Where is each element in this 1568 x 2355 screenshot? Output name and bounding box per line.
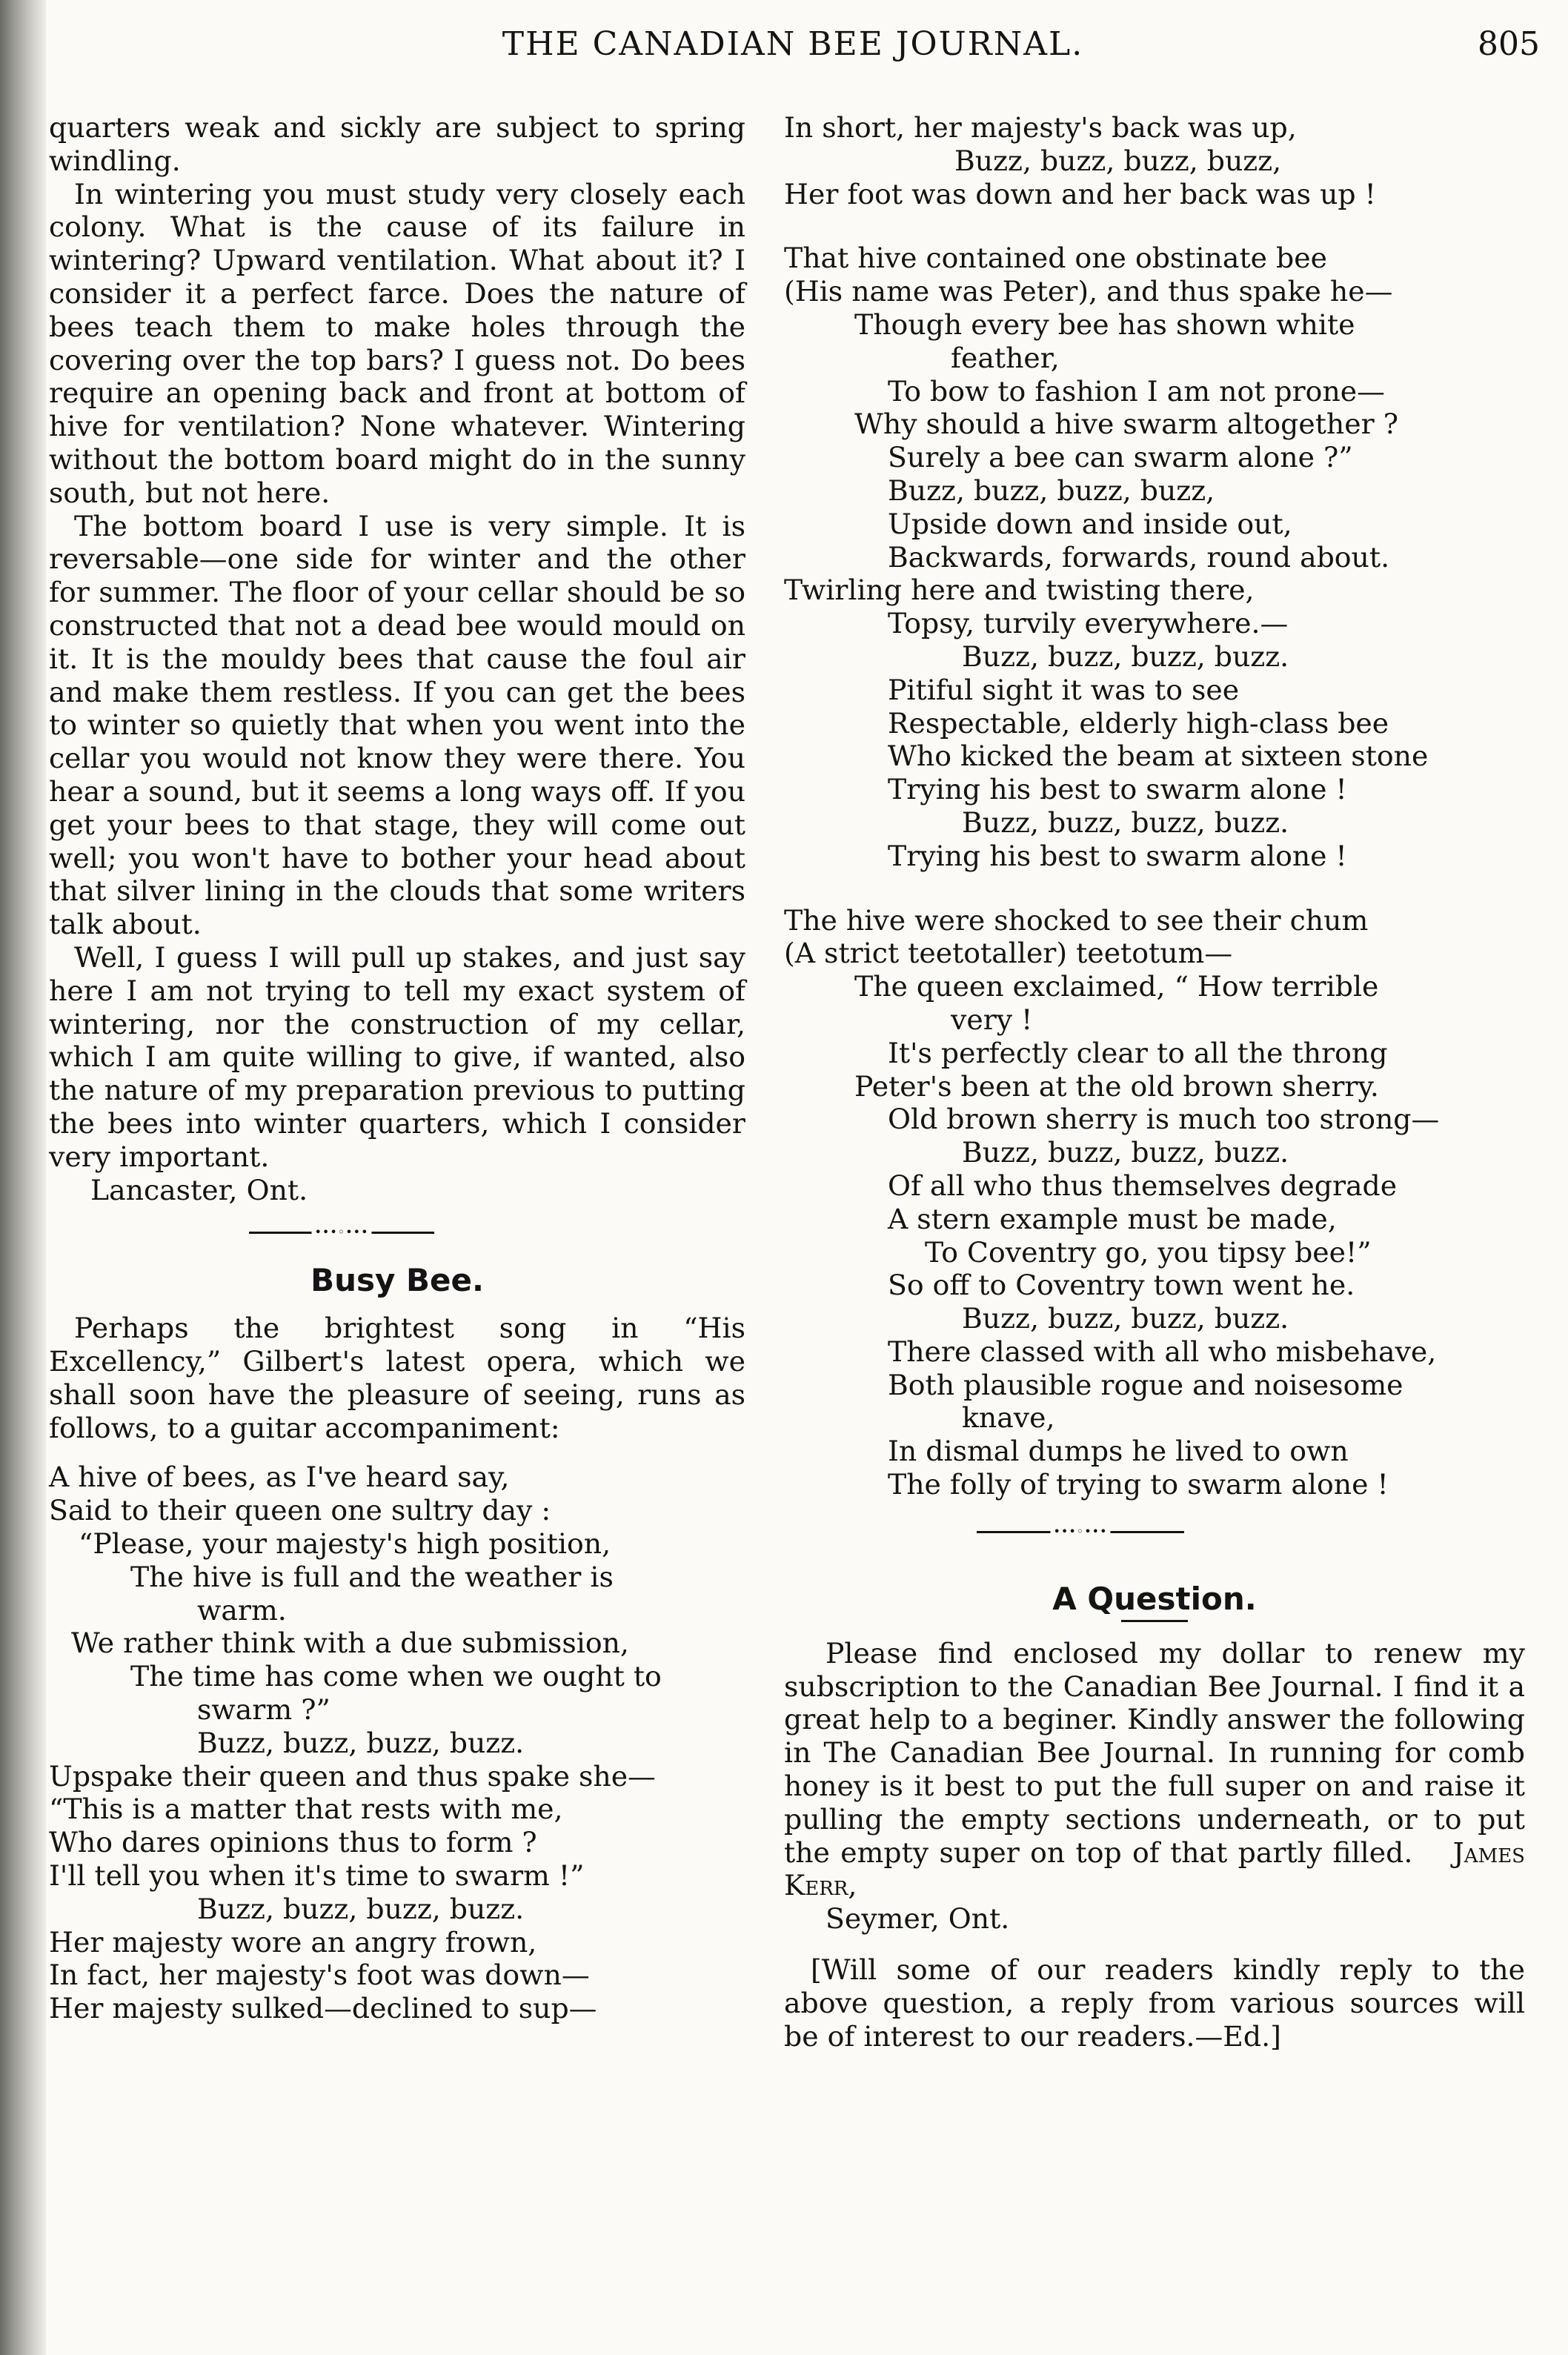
poem-line: (His name was Peter), and thus spake he—: [784, 275, 1393, 308]
poem-line: “Please, your majesty's high position,: [79, 1527, 611, 1561]
poem-line: Trying his best to swarm alone !: [888, 839, 1347, 872]
poem-line: (A strict teetotaller) teetotum—: [784, 937, 1233, 970]
poem-stanza: [784, 242, 1525, 872]
poem-line: In short, her majesty's back was up,: [784, 111, 1297, 144]
poem-line: Topsy, turvily everywhere.—: [888, 607, 1289, 640]
poem-line: Buzz, buzz, buzz, buzz.: [962, 640, 1289, 673]
section-divider: •••◦•••: [977, 1527, 1184, 1537]
article-paragraph: In wintering you must study very closely each colony. What is the cause of its failure in wintering? Upward ventilation. What about it? I consider it a perfect farce. Does the nature of bees teach them to make holes through the covering over the top bars? I guess not. Do bees require an opening back and front at bottom of hive for ventilation? None whatever. Wintering without the bottom board might do in the sunny south, but not here.: [49, 177, 745, 509]
section-divider: •••◦•••: [249, 1227, 434, 1238]
poem-line: I'll tell you when it's time to swarm !”: [49, 1859, 585, 1893]
poem-line: Old brown sherry is much too strong—: [888, 1103, 1440, 1136]
poem-line: Peter's been at the old brown sherry.: [854, 1069, 1379, 1103]
journal-title: THE CANADIAN BEE JOURNAL.: [502, 25, 1084, 63]
poem-line: The queen exclaimed, “ How terrible: [854, 970, 1379, 1003]
poem-line: Trying his best to swarm alone !: [888, 773, 1347, 806]
busy-bee-heading: Busy Bee.: [310, 1262, 484, 1299]
poem-line: We rather think with a due submission,: [71, 1627, 629, 1660]
poem-line: Buzz, buzz, buzz, buzz,: [888, 474, 1215, 507]
poem-line: Surely a bee can swarm alone ?”: [888, 441, 1353, 474]
poem-block: [49, 1461, 745, 2025]
poem-line: Why should a hive swarm altogether ?: [854, 408, 1398, 441]
poem-line: very !: [951, 1003, 1033, 1036]
poem-line: Buzz, buzz, buzz, buzz.: [962, 1136, 1289, 1169]
poem-line: To bow to fashion I am not prone—: [888, 374, 1385, 408]
poem-line: The hive is full and the weather is: [130, 1560, 614, 1593]
question-heading: A Question.: [1052, 1580, 1257, 1617]
editor-note: [Will some of our readers kindly reply to the above question, a reply from various sources will be of interest to our readers.—Ed.]: [784, 1953, 1525, 2053]
poem-line: In fact, her majesty's foot was down—: [49, 1959, 590, 1992]
poem-line: Pitiful sight it was to see: [888, 673, 1240, 706]
poem-stanza: [784, 904, 1525, 1501]
poem-line: Upside down and inside out,: [888, 507, 1292, 540]
poem-line: Upspake their queen and thus spake she—: [49, 1759, 656, 1793]
poem-line: Buzz, buzz, buzz, buzz,: [954, 144, 1282, 177]
poem-stanza: [784, 111, 1525, 210]
poem-line: Twirling here and twisting there,: [784, 574, 1255, 607]
article-paragraph: The bottom board I use is very simple. It is reversable—one side for winter and the other for summer. The floor of your cellar should be so constructed that not a dead bee would mould on it. It is the mouldy bees that cause the foul air and make them restless. If you can get the bees to winter so quietly that when you went into the cellar you would not know they were there. You hear a sound, but it seems a long ways off. If you get your bees to that stage, they will come out well; you won't have to bother your head about that silver lining in the clouds that some writers talk about.: [49, 509, 745, 941]
poem-line: The folly of trying to swarm alone !: [888, 1468, 1389, 1501]
poem-line: Her foot was down and her back was up !: [784, 177, 1376, 210]
poem-line: warm.: [197, 1593, 287, 1627]
heading-underline: [1121, 1620, 1188, 1622]
poem-line: Her majesty sulked—declined to sup—: [49, 1992, 597, 2025]
busy-bee-intro: Perhaps the brightest song in “His Excellency,” Gilbert's latest opera, which we shall soon have the pleasure of seeing, runs as follows, to a guitar accompaniment:: [49, 1312, 745, 1444]
question-place: Seymer, Ont.: [825, 1902, 1010, 1936]
poem-line: Her majesty wore an angry frown,: [49, 1925, 537, 1959]
poem-line: Buzz, buzz, buzz, buzz.: [962, 806, 1289, 839]
binding-gutter: [0, 0, 46, 2355]
poem-line: The time has come when we ought to: [130, 1660, 662, 1693]
poem-line: Backwards, forwards, round about.: [888, 540, 1390, 574]
poem-line: In dismal dumps he lived to own: [888, 1435, 1349, 1468]
poem-line: A hive of bees, as I've heard say,: [49, 1461, 510, 1494]
poem-line: Respectable, elderly high-class bee: [888, 706, 1389, 740]
poem-line: Buzz, buzz, buzz, buzz.: [197, 1892, 525, 1925]
poem-line: knave,: [962, 1401, 1055, 1435]
article-paragraph: Well, I guess I will pull up stakes, and just say here I am not trying to tell my exact system of wintering, nor the construction of my cellar, which I am quite willing to give, if wanted, also the nature of my preparation previous to putting the bees into winter quarters, which I consider very important.: [49, 940, 745, 1173]
poem-line: Who dares opinions thus to form ?: [49, 1826, 537, 1859]
poem-line: The hive were shocked to see their chum: [784, 903, 1369, 937]
poem-line: A stern example must be made,: [888, 1202, 1337, 1235]
poem-line: Said to their queen one sultry day :: [49, 1494, 551, 1527]
poem-line: swarm ?”: [197, 1693, 330, 1727]
poem-line: It's perfectly clear to all the throng: [888, 1036, 1388, 1069]
poem-line: Buzz, buzz, buzz, buzz.: [962, 1302, 1289, 1335]
poem-line: Who kicked the beam at sixteen stone: [888, 740, 1429, 773]
poem-line: So off to Coventry town went he.: [888, 1269, 1355, 1302]
article-paragraph: quarters weak and sickly are subject to spring windling.: [49, 111, 745, 177]
poem-line: That hive contained one obstinate bee: [784, 242, 1327, 275]
poem-line: Of all who thus themselves degrade: [888, 1169, 1398, 1202]
poem-line: To Coventry go, you tipsy bee!”: [925, 1235, 1372, 1269]
article-signature: Lancaster, Ont.: [90, 1173, 308, 1206]
page-header: [46, 22, 1540, 68]
question-author: James Kerr,: [784, 1836, 1525, 1902]
poem-line: “This is a matter that rests with me,: [49, 1793, 563, 1826]
left-column: [49, 111, 745, 2025]
poem-line: feather,: [951, 341, 1060, 374]
question-body: Please find enclosed my dollar to renew my subscription to the Canadian Bee Journal. I find it a great help to a beginer. Kindly answer the following in The Canadian Bee Journal. In running for comb honey is it best to put the full super on and raise it pulling the empty sections underneath, or to put the empty super on top of that partly filled. James Kerr,: [784, 1636, 1525, 1902]
poem-line: Both plausible rogue and noisesome: [888, 1368, 1403, 1401]
page-number: 805: [1478, 25, 1540, 63]
poem-line: Though every bee has shown white: [854, 308, 1355, 341]
right-column: [784, 111, 1525, 2053]
poem-line: There classed with all who misbehave,: [888, 1335, 1437, 1368]
poem-line: Buzz, buzz, buzz, buzz.: [197, 1726, 525, 1759]
